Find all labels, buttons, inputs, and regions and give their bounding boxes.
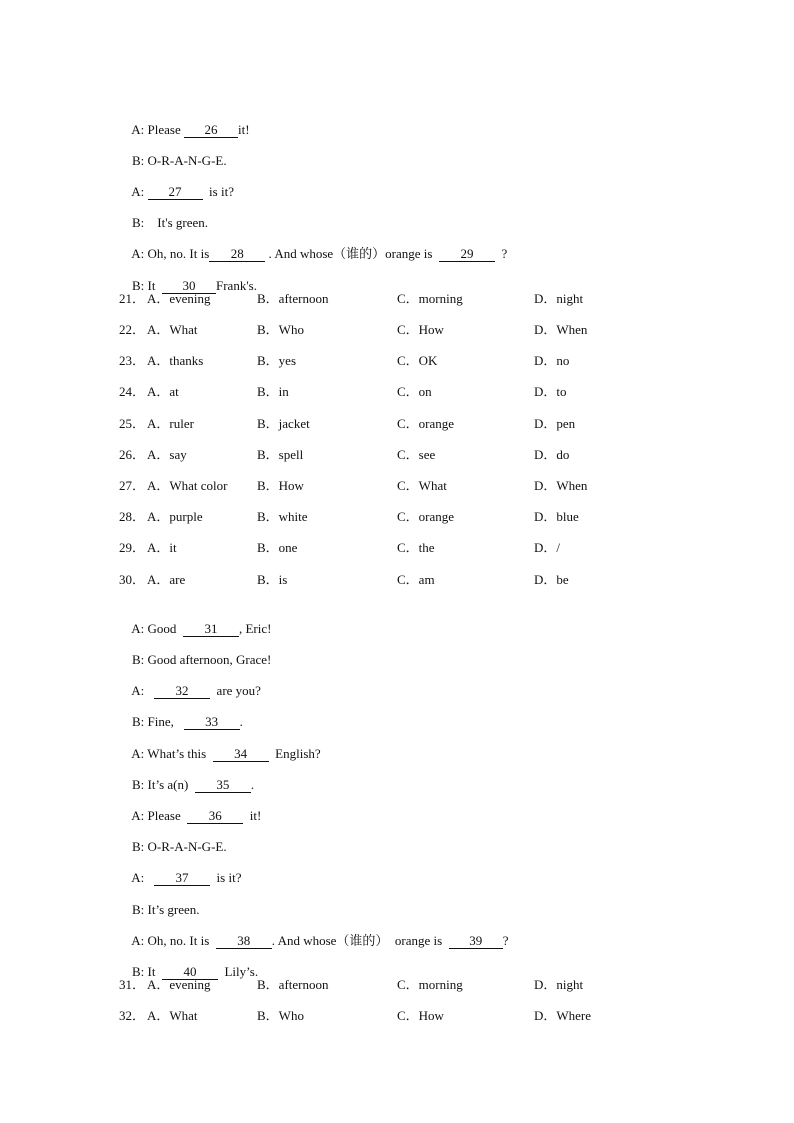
option-a[interactable]: A．What bbox=[147, 1008, 198, 1023]
option-c[interactable]: C．OK bbox=[397, 353, 438, 368]
answer-blank[interactable]: 30 bbox=[162, 278, 216, 294]
option-d[interactable]: D．Where bbox=[534, 1008, 592, 1023]
option-d[interactable]: D．night bbox=[534, 977, 584, 992]
answer-blank[interactable]: 26 bbox=[184, 122, 238, 138]
option-a[interactable]: A．thanks bbox=[147, 353, 204, 368]
option-c[interactable]: C．orange bbox=[397, 509, 455, 524]
dialogue-line: B: O-R-A-N-G-E. bbox=[132, 153, 227, 168]
option-a[interactable]: A．evening bbox=[147, 977, 211, 992]
option-row: 21． A．evening B．afternoon C．morning D．night bbox=[119, 291, 584, 306]
answer-blank[interactable]: 28 bbox=[209, 246, 265, 262]
option-a[interactable]: A．purple bbox=[147, 509, 203, 524]
dialogue-line: B: It 40 Lily’s. bbox=[132, 964, 259, 979]
option-d[interactable]: D．no bbox=[534, 353, 570, 368]
option-c[interactable]: C．morning bbox=[397, 291, 463, 306]
answer-blank[interactable]: 31 bbox=[183, 621, 239, 637]
answer-blank[interactable]: 32 bbox=[154, 683, 210, 699]
dialogue-line: A: Good 31 , Eric! bbox=[131, 621, 272, 636]
option-c[interactable]: C．am bbox=[397, 572, 435, 587]
dialogue-line: A: Oh, no. It is 38 . And whose（谁的） orange is 39 ? bbox=[131, 933, 509, 948]
dialogue-line: B: O-R-A-N-G-E. bbox=[132, 839, 227, 854]
option-a[interactable]: A．say bbox=[147, 447, 187, 462]
option-b[interactable]: B．How bbox=[257, 478, 304, 493]
option-row: 24． A．at B．in C．on D．to bbox=[119, 384, 567, 399]
option-row: 27． A．What color B．How C．What D．When bbox=[119, 478, 588, 493]
option-b[interactable]: B．afternoon bbox=[257, 977, 329, 992]
option-a[interactable]: A．What color bbox=[147, 478, 228, 493]
option-d[interactable]: D．pen bbox=[534, 416, 576, 431]
answer-blank[interactable]: 27 bbox=[148, 184, 203, 200]
option-c[interactable]: C．the bbox=[397, 540, 435, 555]
option-b[interactable]: B．Who bbox=[257, 322, 304, 337]
option-b[interactable]: B．is bbox=[257, 572, 288, 587]
option-d[interactable]: D．When bbox=[534, 478, 588, 493]
option-d[interactable]: D．do bbox=[534, 447, 570, 462]
dialogue-line: A: 37 is it? bbox=[131, 870, 242, 885]
option-b[interactable]: B．spell bbox=[257, 447, 304, 462]
option-a[interactable]: A．What bbox=[147, 322, 198, 337]
option-c[interactable]: C．orange bbox=[397, 416, 455, 431]
answer-blank[interactable]: 35 bbox=[195, 777, 251, 793]
dialogue-line: A: 32 are you? bbox=[131, 683, 261, 698]
option-b[interactable]: B．jacket bbox=[257, 416, 310, 431]
answer-blank[interactable]: 40 bbox=[162, 964, 218, 980]
option-b[interactable]: B．in bbox=[257, 384, 289, 399]
dialogue-line: A: Please 26 it! bbox=[131, 122, 250, 137]
dialogue-line: A: What’s this 34 English? bbox=[131, 746, 321, 761]
option-d[interactable]: D．night bbox=[534, 291, 584, 306]
answer-blank[interactable]: 38 bbox=[216, 933, 272, 949]
option-d[interactable]: D．be bbox=[534, 572, 569, 587]
option-c[interactable]: C．How bbox=[397, 1008, 444, 1023]
option-b[interactable]: B．Who bbox=[257, 1008, 304, 1023]
option-b[interactable]: B．one bbox=[257, 540, 298, 555]
option-row: 31． A．evening B．afternoon C．morning D．night bbox=[119, 977, 584, 992]
option-row: 26． A．say B．spell C．see D．do bbox=[119, 447, 570, 462]
answer-blank[interactable]: 37 bbox=[154, 870, 210, 886]
option-c[interactable]: C．What bbox=[397, 478, 447, 493]
option-row: 29． A．it B．one C．the D．/ bbox=[119, 540, 561, 555]
option-row: 28． A．purple B．white C．orange D．blue bbox=[119, 509, 579, 524]
dialogue-line: B: Fine, 33 . bbox=[132, 714, 243, 729]
option-d[interactable]: D．/ bbox=[534, 540, 561, 555]
answer-blank[interactable]: 29 bbox=[439, 246, 495, 262]
dialogue-line: B: It's green. bbox=[132, 215, 208, 230]
dialogue-line: B: It’s a(n) 35 . bbox=[132, 777, 255, 792]
option-row: 32． A．What B．Who C．How D．Where bbox=[119, 1008, 592, 1023]
option-c[interactable]: C．How bbox=[397, 322, 444, 337]
option-a[interactable]: A．are bbox=[147, 572, 186, 587]
option-d[interactable]: D．to bbox=[534, 384, 567, 399]
option-a[interactable]: A．ruler bbox=[147, 416, 194, 431]
answer-blank[interactable]: 34 bbox=[213, 746, 269, 762]
option-a[interactable]: A．it bbox=[147, 540, 177, 555]
dialogue-line: A: Oh, no. It is 28 . And whose（谁的）orange is 29 ? bbox=[131, 246, 508, 261]
option-a[interactable]: A．at bbox=[147, 384, 179, 399]
option-b[interactable]: B．yes bbox=[257, 353, 297, 368]
option-d[interactable]: D．blue bbox=[534, 509, 579, 524]
answer-blank[interactable]: 33 bbox=[184, 714, 240, 730]
dialogue-line: A: 27 is it? bbox=[131, 184, 234, 199]
option-row: 25． A．ruler B．jacket C．orange D．pen bbox=[119, 416, 576, 431]
option-row: 23． A．thanks B．yes C．OK D．no bbox=[119, 353, 570, 368]
option-b[interactable]: B．white bbox=[257, 509, 308, 524]
option-d[interactable]: D．When bbox=[534, 322, 588, 337]
answer-blank[interactable]: 36 bbox=[187, 808, 243, 824]
dialogue-line: A: Please 36 it! bbox=[131, 808, 262, 823]
option-c[interactable]: C．on bbox=[397, 384, 432, 399]
dialogue-line: B: It 30 Frank's. bbox=[132, 278, 257, 293]
option-b[interactable]: B．afternoon bbox=[257, 291, 329, 306]
option-c[interactable]: C．morning bbox=[397, 977, 463, 992]
option-row: 30． A．are B．is C．am D．be bbox=[119, 572, 569, 587]
dialogue-line: B: Good afternoon, Grace! bbox=[132, 652, 272, 667]
answer-blank[interactable]: 39 bbox=[449, 933, 503, 949]
dialogue-line: B: It’s green. bbox=[132, 902, 200, 917]
option-row: 22． A．What B．Who C．How D．When bbox=[119, 322, 588, 337]
option-c[interactable]: C．see bbox=[397, 447, 436, 462]
option-a[interactable]: A．evening bbox=[147, 291, 211, 306]
